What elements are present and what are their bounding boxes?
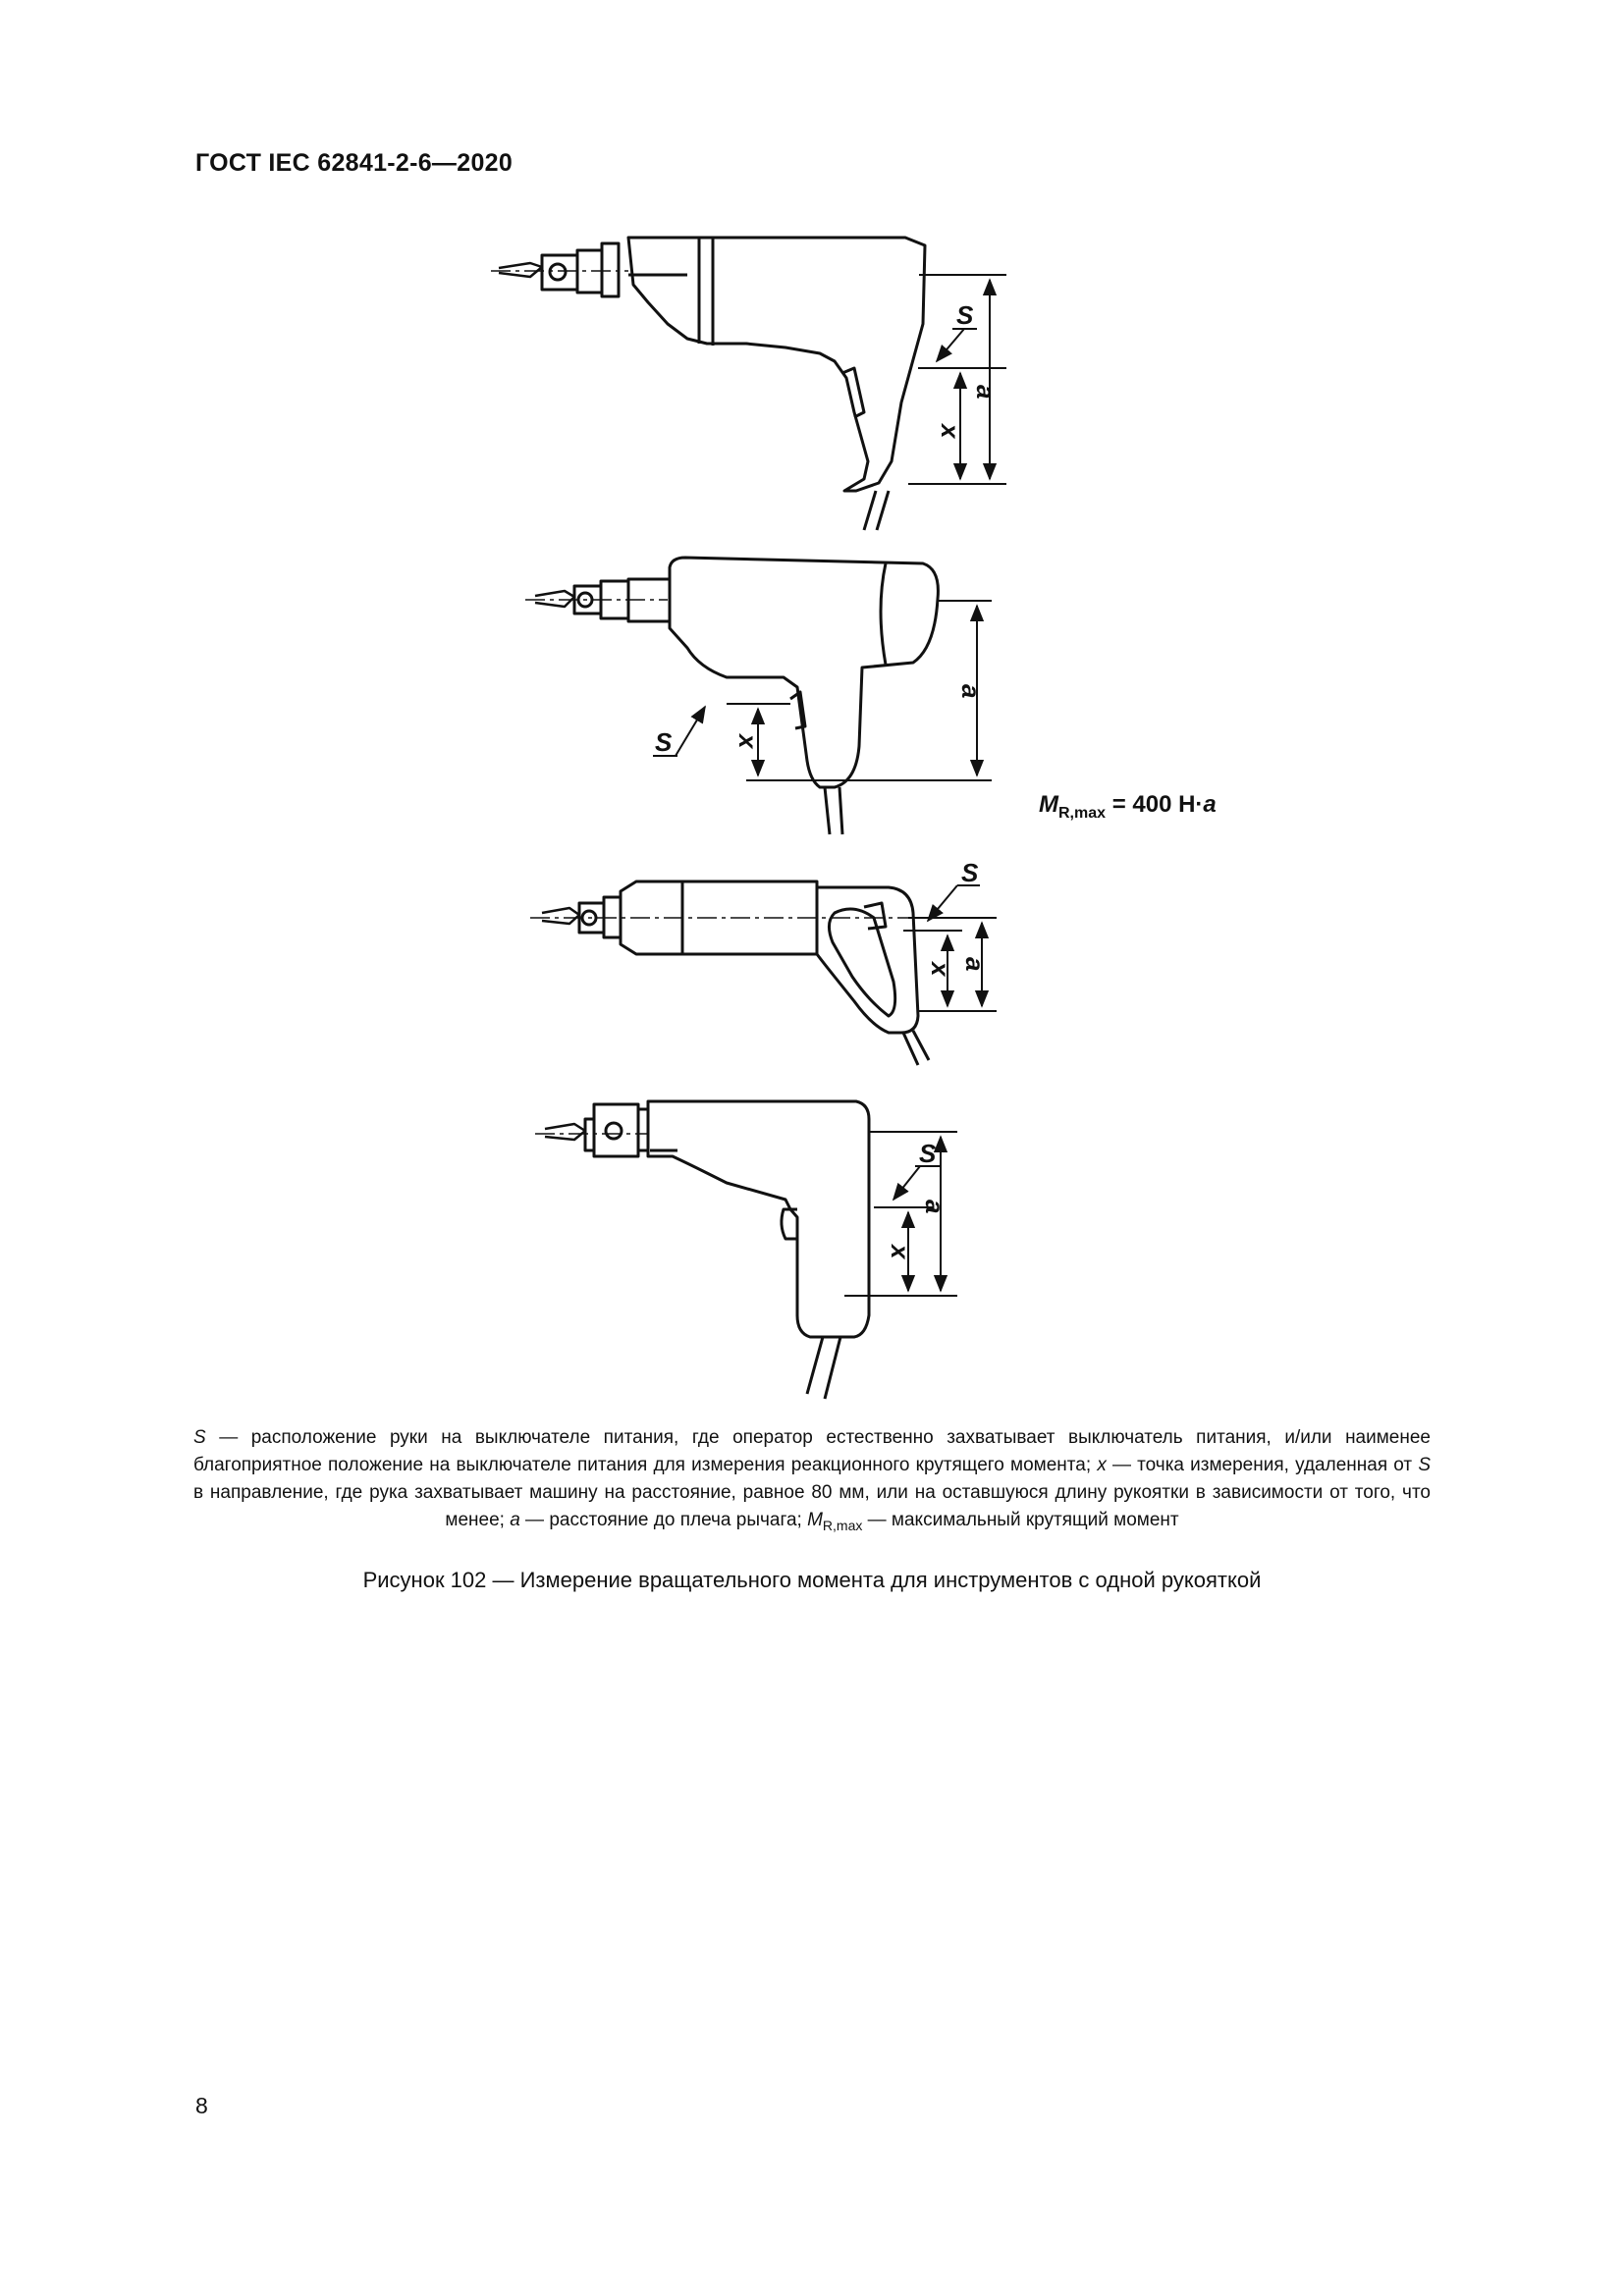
tool-3-label-a: a	[960, 957, 990, 972]
tool-4-dimensions	[844, 1132, 957, 1296]
tool-2-dimensions	[653, 601, 992, 780]
figure-caption: Рисунок 102 — Измерение вращательного момента для инструментов с одной рукояткой	[362, 1568, 1262, 1592]
tool-1-drill	[491, 238, 925, 530]
tool-2-label-a: a	[956, 684, 986, 699]
tool-2-drill	[525, 558, 938, 834]
tool-3-label-s: S	[961, 858, 979, 887]
tool-1-label-x: x	[936, 424, 965, 439]
tool-2-label-s: S	[655, 727, 673, 757]
tool-4-label-a: a	[920, 1200, 949, 1214]
document-code-header: ГОСТ IEC 62841-2-6—2020	[195, 149, 514, 177]
tool-1-label-s: S	[956, 300, 974, 330]
tool-4-label-s: S	[919, 1139, 937, 1168]
tool-2-label-x: x	[733, 734, 763, 749]
tool-3-label-x: x	[926, 962, 955, 977]
tool-1-label-a: a	[971, 385, 1001, 400]
tool-4-label-x: x	[886, 1245, 915, 1259]
tool-3-drill	[530, 881, 933, 1065]
tool-4-drill	[535, 1101, 869, 1399]
max-torque-formula: $M_{R,max} = 400$ Н·a	[1039, 791, 1217, 822]
figure-legend: S — расположение руки на выключателе питания, где оператор естественно захватывает выключатель питания, и/или наименее благоприятное положение на выключателе питания для измерения реакционного крутящего момента; x — точка измерения, удаленная от S в направление, где рука захватывает машину на расстояние, равное 80 мм, или на оставшуюся длину рукоятки в зависимости от того, что менее; a — расстояние до плеча рычага; $M_{R,max}$ — максимальный крутящий момент	[193, 1427, 1431, 1533]
page-number: 8	[195, 2093, 208, 2118]
